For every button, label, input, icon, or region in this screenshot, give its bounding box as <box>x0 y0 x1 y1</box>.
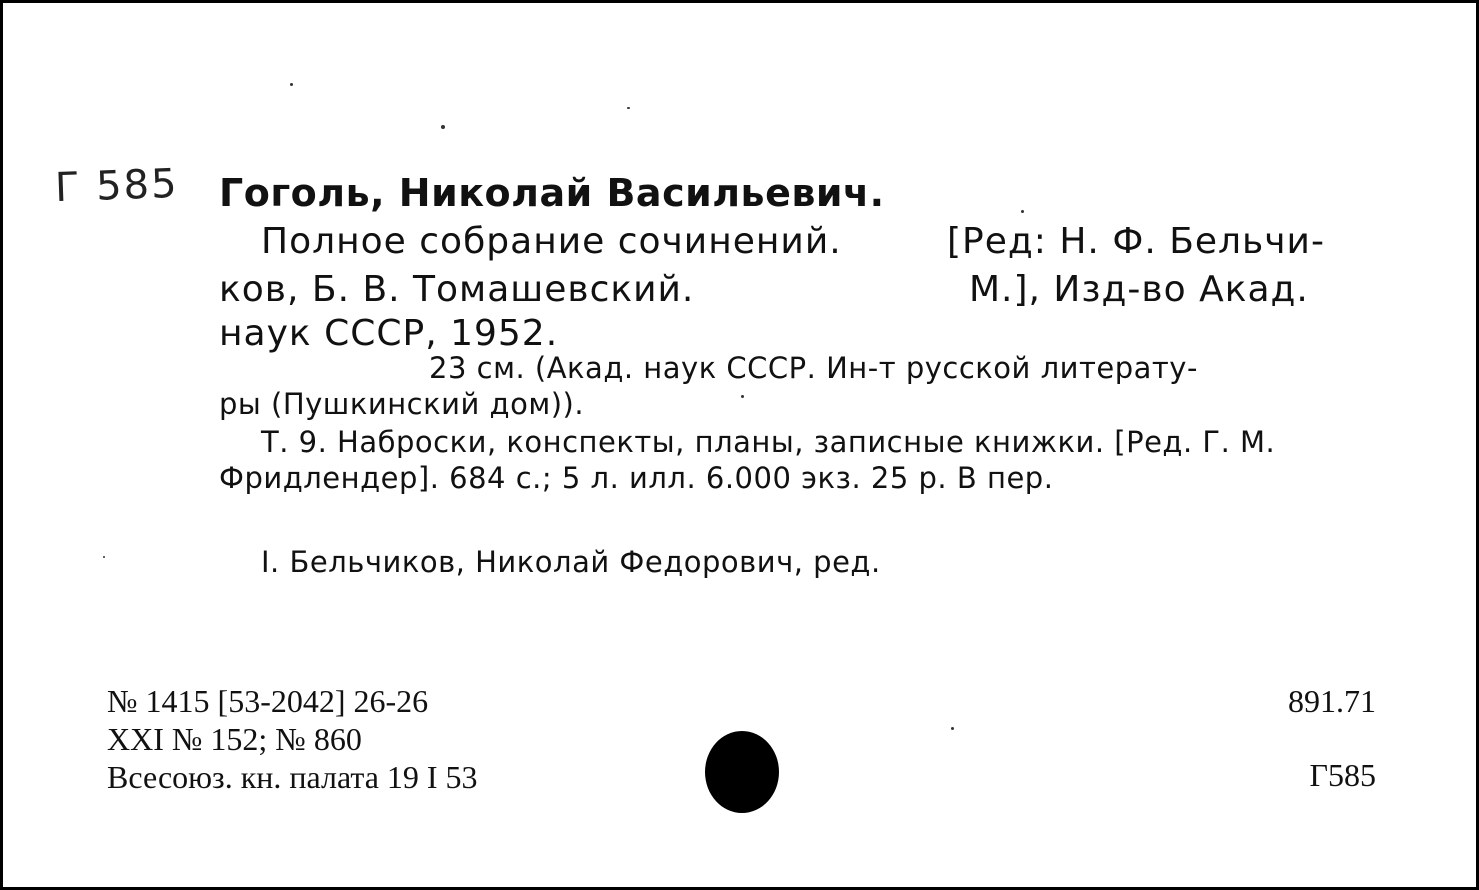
title-line-1-left: Полное собрание сочинений. <box>261 221 842 262</box>
call-number: Г585 <box>1309 757 1376 793</box>
registry-line-1: № 1415 [53-2042] 26-26 <box>107 683 429 719</box>
handwritten-call-number: Г 585 <box>54 160 180 212</box>
classification-number: 891.71 <box>1288 683 1376 719</box>
title-line-3: наук СССР, 1952. <box>219 313 559 354</box>
scan-speck <box>441 125 445 129</box>
scan-speck <box>103 556 105 558</box>
volume-line-1: Т. 9. Наброски, конспекты, планы, записные книжки. [Ред. Г. М. <box>261 425 1276 459</box>
title-line-2-left: ков, Б. В. Томашевский. <box>219 269 695 310</box>
scan-speck <box>627 107 630 109</box>
scan-speck <box>951 727 954 730</box>
scan-speck <box>1021 210 1024 213</box>
series-line-2: ры (Пушкинский дом)). <box>219 387 585 421</box>
registry-line-2: XXI № 152; № 860 <box>107 721 362 757</box>
scan-speck <box>741 395 744 398</box>
title-line-1-right: [Ред: Н. Ф. Бельчи- <box>947 221 1325 262</box>
scan-speck <box>290 83 293 86</box>
registry-line-3: Всесоюз. кн. палата 19 I 53 <box>107 759 478 795</box>
series-line-1: 23 см. (Акад. наук СССР. Ин-т русской литерату- <box>429 351 1198 385</box>
author-heading: Гоголь, Николай Васильевич. <box>219 171 885 215</box>
volume-line-2: Фридлендер]. 684 с.; 5 л. илл. 6.000 экз. 25 р. В пер. <box>219 461 1054 495</box>
added-entry: I. Бельчиков, Николай Федорович, ред. <box>261 545 881 579</box>
punch-hole <box>705 731 779 813</box>
title-line-2-right: М.], Изд-во Акад. <box>969 269 1309 310</box>
